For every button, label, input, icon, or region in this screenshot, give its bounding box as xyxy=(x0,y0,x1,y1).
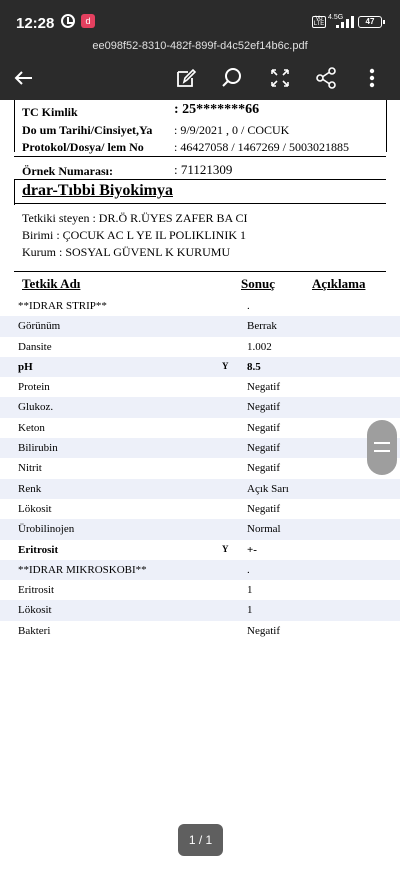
border-right xyxy=(386,100,387,152)
cell-name: Protein xyxy=(18,381,50,394)
birth-value: : 9/9/2021 , 0 / COCUK xyxy=(174,123,290,137)
cell-name: Lökosit xyxy=(18,604,52,617)
cell-name: Keton xyxy=(18,421,45,434)
cell-name: Eritrosit xyxy=(18,543,59,556)
network-type: 4.5G xyxy=(328,14,344,21)
scroll-handle[interactable] xyxy=(367,420,397,475)
cell-name: Ürobilinojen xyxy=(18,523,75,536)
table-row xyxy=(0,357,400,377)
protocol-label: Protokol/Dosya/ lem No xyxy=(22,140,144,154)
page-indicator: 1 / 1 xyxy=(178,824,223,856)
cell-value: Negatif xyxy=(247,502,280,515)
battery-icon: 47 xyxy=(358,16,382,28)
tc-value: : 25*******66 xyxy=(174,102,260,117)
cell-value: Negatif xyxy=(247,442,280,455)
cell-flag: Y xyxy=(222,543,229,554)
cell-value: 1 xyxy=(247,604,253,617)
divider xyxy=(14,179,386,180)
cell-value: Berrak xyxy=(247,320,277,333)
cell-value: Negatif xyxy=(247,462,280,475)
cell-value: 1.002 xyxy=(247,340,272,353)
table-row xyxy=(0,337,400,357)
table-row xyxy=(0,580,400,600)
pdf-page[interactable] xyxy=(0,100,400,640)
column-header-note: Açıklama xyxy=(312,276,366,291)
divider xyxy=(14,156,386,157)
cell-value: +- xyxy=(247,543,257,556)
cell-name: Renk xyxy=(18,482,42,495)
cell-name: Bakteri xyxy=(18,624,51,637)
table-row xyxy=(0,316,400,336)
cell-value: . xyxy=(247,300,250,312)
column-header-result: Sonuç xyxy=(241,276,275,291)
share-icon[interactable] xyxy=(312,64,340,92)
cell-value: Normal xyxy=(247,523,281,536)
viewer-toolbar xyxy=(0,40,400,100)
table-row xyxy=(0,296,400,316)
cell-value: Negatif xyxy=(247,401,280,414)
unit-info: Birimi : ÇOCUK AC L YE IL POLIKLINIK 1 xyxy=(22,228,246,242)
table-row xyxy=(0,458,400,478)
cell-name: pH xyxy=(18,360,33,373)
cell-name: Dansite xyxy=(18,340,52,353)
institution-info: Kurum : SOSYAL GÜVENL K KURUMU xyxy=(22,245,231,259)
more-options-icon[interactable] xyxy=(358,64,386,92)
section-title: drar-Tıbbi Biyokimya xyxy=(22,182,173,199)
sample-value: : 71121309 xyxy=(174,162,233,177)
table-row xyxy=(0,621,400,641)
cell-name: Nitrit xyxy=(18,462,42,475)
status-time: 12:28 xyxy=(16,15,55,32)
cell-name: Glukoz. xyxy=(18,401,54,414)
status-bar xyxy=(0,0,400,40)
table-row xyxy=(0,418,400,438)
cell-value: Negatif xyxy=(247,624,280,637)
cell-value: 8.5 xyxy=(247,360,261,373)
fullscreen-icon[interactable] xyxy=(266,64,294,92)
table-row xyxy=(0,560,400,580)
border-left xyxy=(14,100,15,152)
cell-value: . xyxy=(247,563,250,576)
table-row xyxy=(0,600,400,620)
app-notification-icon: d xyxy=(81,14,95,28)
table-row xyxy=(0,499,400,519)
cell-value: Negatif xyxy=(247,421,280,434)
requester-info: Tetkiki steyen : DR.Ö R.ÜYES ZAFER BA CI xyxy=(22,211,248,225)
cell-value: Negatif xyxy=(247,381,280,394)
table-row xyxy=(0,479,400,499)
search-icon[interactable] xyxy=(218,64,246,92)
table-row xyxy=(0,438,400,458)
back-arrow-icon[interactable] xyxy=(10,64,38,92)
table-row xyxy=(0,377,400,397)
birth-label: Do um Tarihi/Cinsiyet,Ya xyxy=(22,123,153,137)
table-row xyxy=(0,519,400,539)
results-table xyxy=(0,296,400,641)
tc-label: TC Kimlik xyxy=(22,105,78,119)
sample-label: Örnek Numarası: xyxy=(22,164,113,178)
table-row xyxy=(0,540,400,560)
volte-icon: Vo LTE xyxy=(313,16,325,27)
table-row xyxy=(0,397,400,417)
column-header-test: Tetkik Adı xyxy=(22,276,81,291)
cell-name: Lökosit xyxy=(18,502,52,515)
cell-name: Bilirubin xyxy=(18,442,58,455)
cell-name: **IDRAR STRIP** xyxy=(18,300,107,312)
cell-name: **IDRAR MIKROSKOBI** xyxy=(18,563,147,576)
border-left xyxy=(14,179,15,205)
cell-name: Eritrosit xyxy=(18,584,55,597)
protocol-value: : 46427058 / 1467269 / 5003021885 xyxy=(174,140,350,154)
edit-icon[interactable] xyxy=(172,64,200,92)
cell-value: 1 xyxy=(247,584,253,597)
file-name: ee098f52-8310-482f-899f-d4c52ef14b6c.pdf xyxy=(92,40,308,52)
divider xyxy=(14,203,386,204)
alarm-icon xyxy=(61,14,75,28)
cell-value: Açık Sarı xyxy=(247,482,289,495)
signal-icon xyxy=(336,16,356,28)
divider xyxy=(14,271,386,272)
cell-name: Görünüm xyxy=(18,320,61,333)
cell-flag: Y xyxy=(222,360,229,371)
